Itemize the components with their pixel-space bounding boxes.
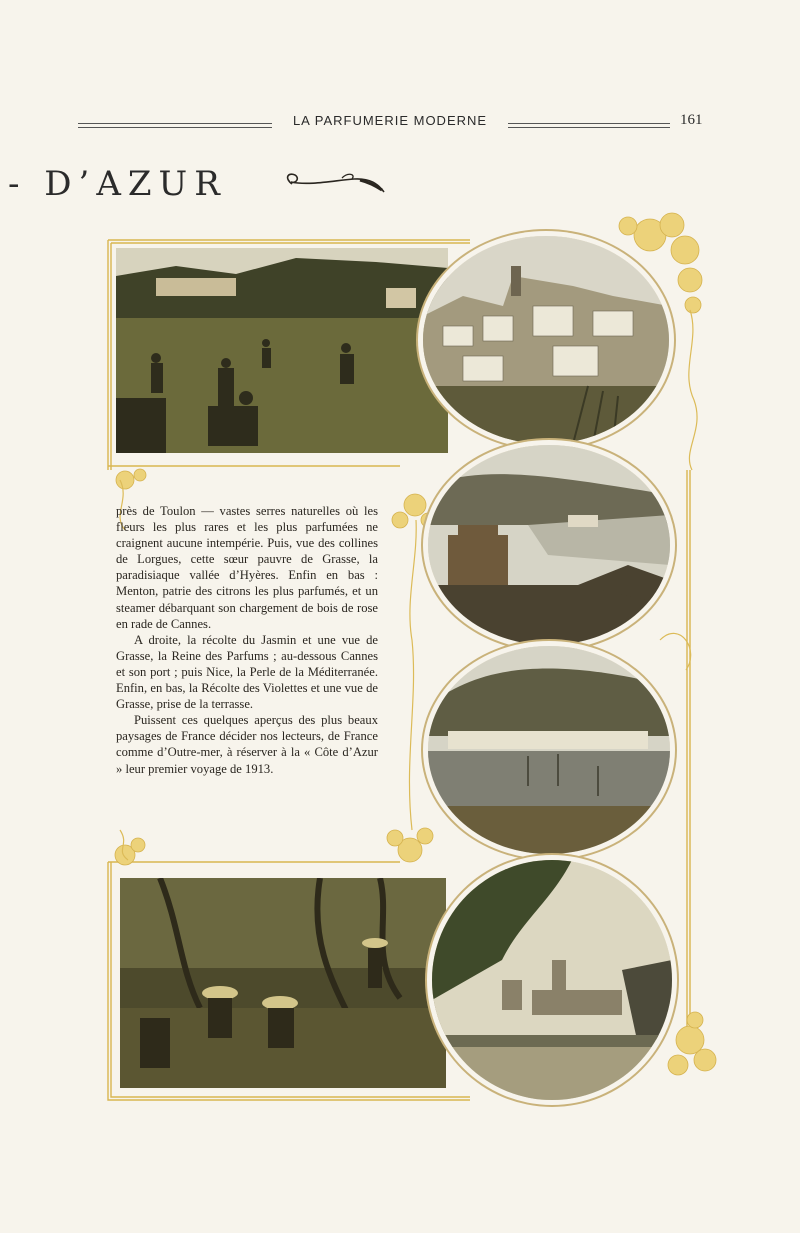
photo-nice-harbour	[428, 646, 670, 854]
page-number: 161	[680, 112, 703, 128]
paragraph-1: près de Toulon — vastes serres naturelles où les fleurs les plus rares et les plus parfumées ne craignent aucune intempérie. Puis, vue des collines de Lorgues, cette sœur pauvre de Grasse, la paradisiaque vallée d’Hyères. Enfin en bas : Menton, patrie des citrons les plus parfumés, et un steamer débarquant son chargement de bois de rose en rade de Cannes.	[116, 504, 378, 631]
photo-violet-harvest	[120, 878, 446, 1088]
paragraph-3: Puissent ces quelques aperçus des plus beaux paysages de France décider nos lecteurs, de France comme d’Outre-mer, à réserver à la « Côte d’Azur » leur premier voyage de 1913.	[116, 713, 378, 776]
running-title: LA PARFUMERIE MODERNE	[292, 113, 488, 128]
article-body	[116, 503, 378, 777]
photo-jasmine-harvest	[116, 248, 448, 453]
photo-grasse-view	[423, 236, 669, 444]
photo-grasse-terrace	[432, 860, 672, 1100]
section-title: - D’AZUR	[8, 164, 227, 204]
paragraph-2: A droite, la récolte du Jasmin et une vue de Grasse, la Reine des Parfums ; au-dessous Cannes et son port ; puis Nice, la Perle de la Méditerranée. Enfin, en bas, la Récolte des Violettes et une vue de Grasse, prise de la terrasse.	[116, 632, 378, 712]
photo-cannes-port	[428, 445, 670, 645]
